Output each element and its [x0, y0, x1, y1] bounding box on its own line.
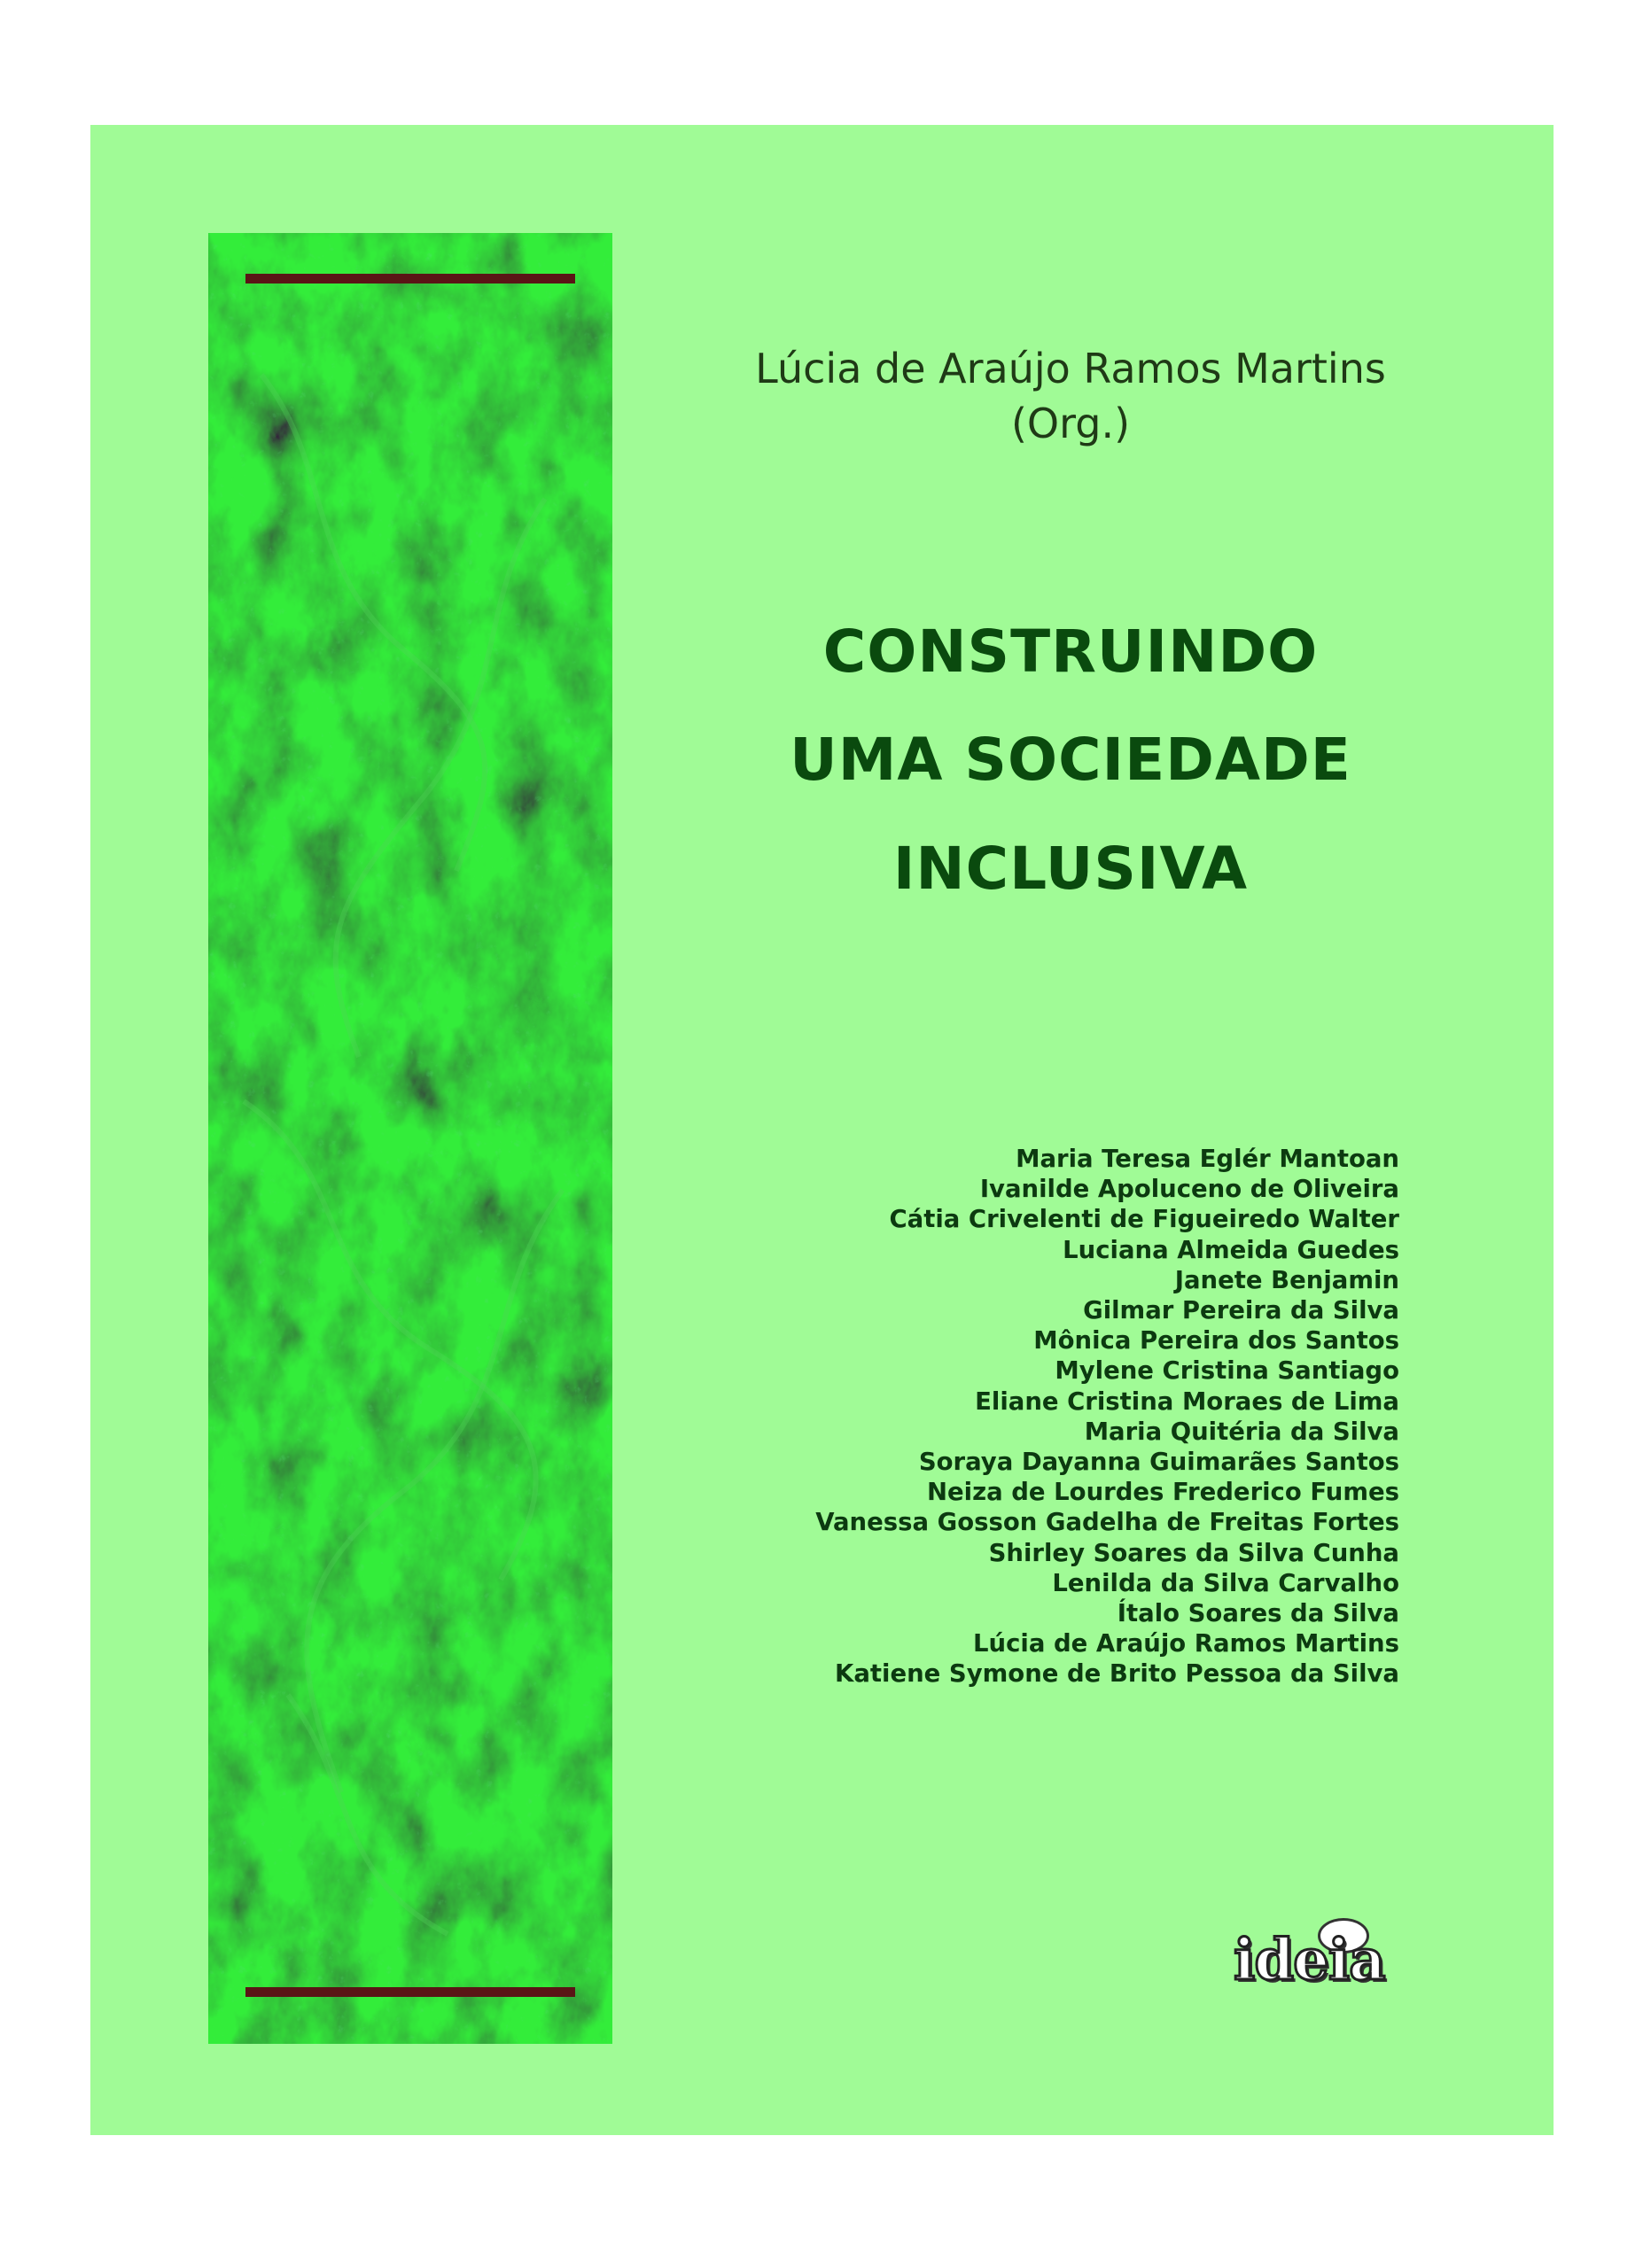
author-name: Lenilda da Silva Carvalho: [1052, 1568, 1399, 1597]
author-name: Katiene Symone de Brito Pessoa da Silva: [835, 1659, 1399, 1689]
author-name: Mylene Cristina Santiago: [1055, 1356, 1399, 1386]
author-name: Neiza de Lourdes Frederico Fumes: [927, 1478, 1399, 1507]
book-title-line-3: INCLUSIVA: [892, 835, 1249, 903]
author-name: Gilmar Pereira da Silva: [1083, 1296, 1399, 1325]
publisher-logo: [1234, 1915, 1393, 2012]
author-name: Luciana Almeida Guedes: [1063, 1235, 1399, 1264]
author-name: Vanessa Gosson Gadelha de Freitas Fortes: [815, 1508, 1399, 1537]
author-name: Ivanilde Apoluceno de Oliveira: [979, 1175, 1399, 1204]
author-name: Janete Benjamin: [1174, 1265, 1399, 1294]
author-name: Cátia Crivelenti de Figueiredo Walter: [889, 1205, 1399, 1234]
author-name: Soraya Dayanna Guimarães Santos: [918, 1448, 1399, 1477]
author-name: Ítalo Soares da Silva: [1117, 1599, 1399, 1628]
author-name: Mônica Pereira dos Santos: [1033, 1326, 1399, 1355]
author-name: Maria Teresa Eglér Mantoan: [1016, 1145, 1399, 1173]
author-name: Lúcia de Araújo Ramos Martins: [973, 1629, 1399, 1658]
book-title-line-1: CONSTRUINDO: [822, 617, 1319, 686]
green-marble-texture: [208, 233, 612, 2044]
bottom-accent-bar: [245, 1987, 575, 1997]
book-title-line-2: UMA SOCIEDADE: [790, 726, 1351, 794]
publisher-logo-text: ideia: [1234, 1927, 1385, 1993]
organizer-role: (Org.): [1010, 400, 1131, 447]
author-list: [690, 1144, 1399, 1689]
marble-texture-panel: [208, 233, 612, 2044]
author-name: Shirley Soares da Silva Cunha: [988, 1538, 1399, 1567]
author-name: Eliane Cristina Moraes de Lima: [975, 1386, 1399, 1416]
organizer-name: Lúcia de Araújo Ramos Martins: [755, 345, 1386, 392]
author-name: Maria Quitéria da Silva: [1084, 1417, 1399, 1446]
top-accent-bar: [245, 274, 575, 284]
book-cover: [90, 125, 1554, 2135]
